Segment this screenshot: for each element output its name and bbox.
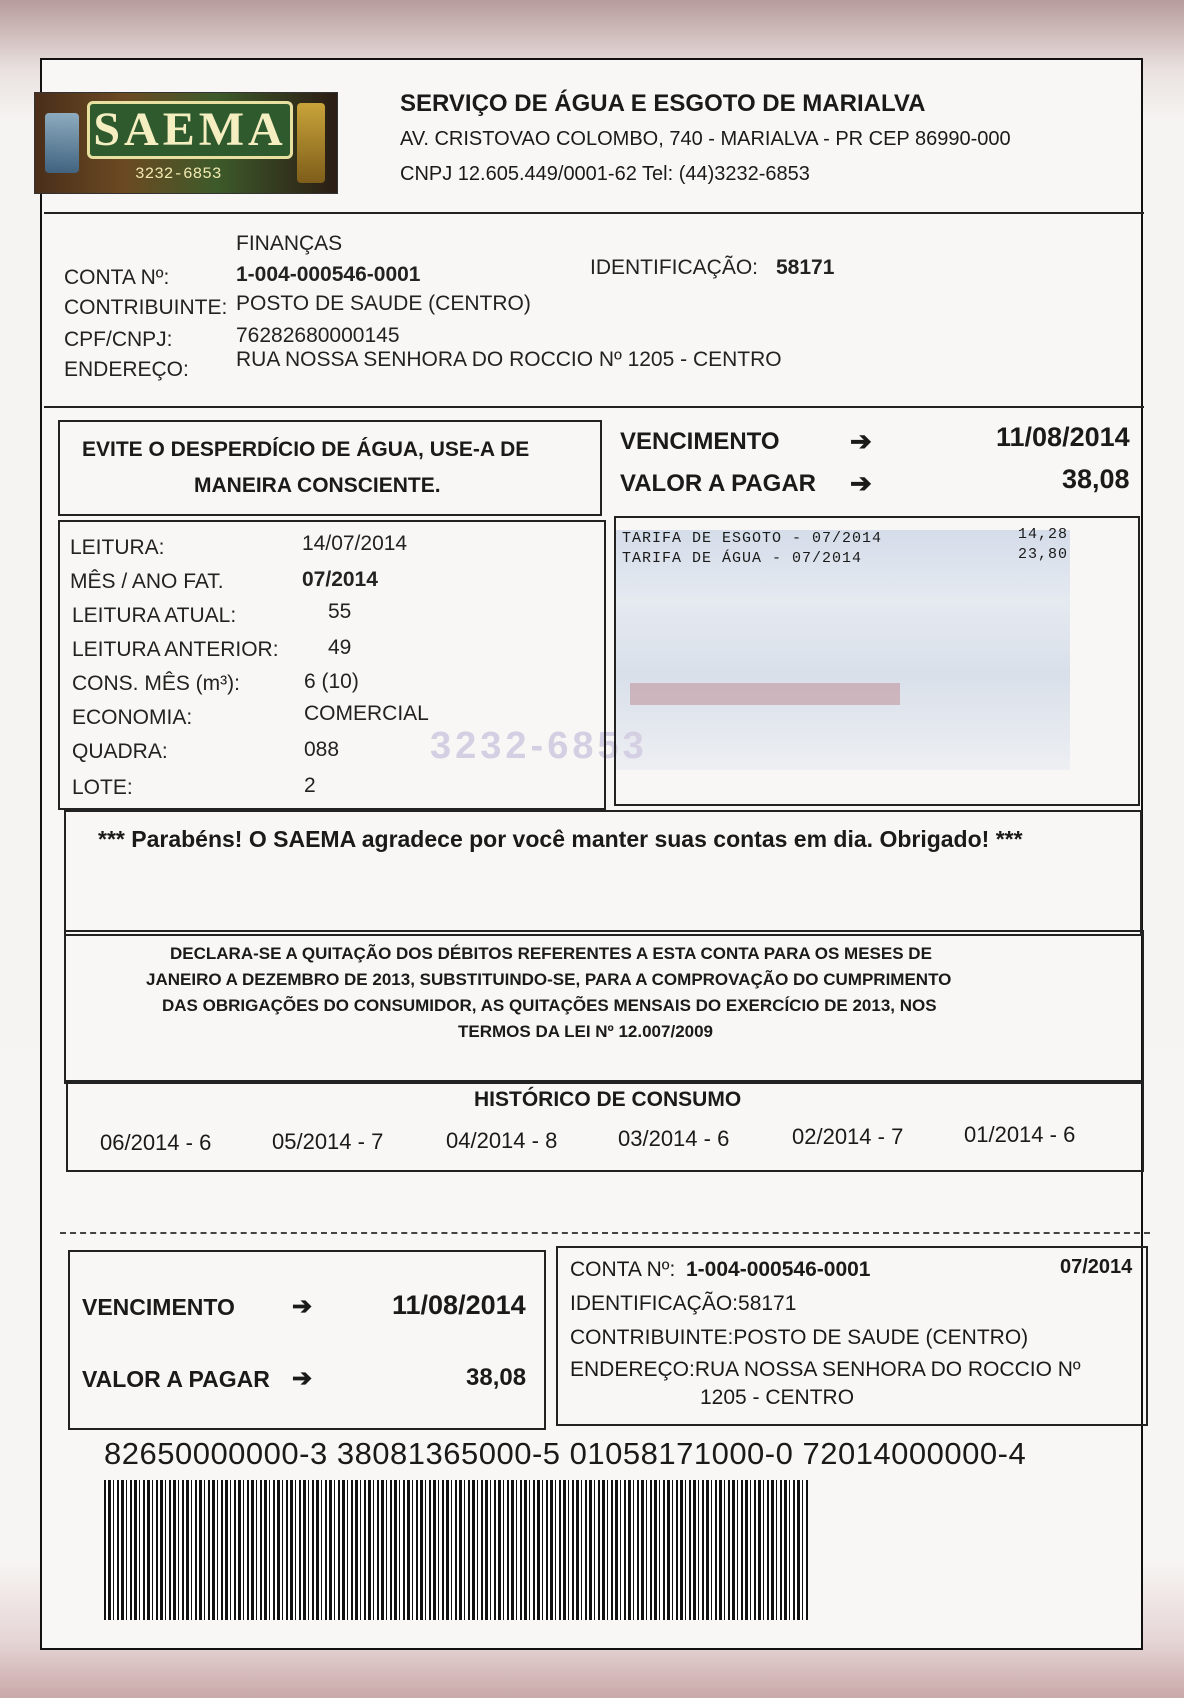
stub-period: 07/2014 <box>1060 1256 1133 1278</box>
faucet-icon <box>297 103 325 183</box>
stub-valor-label: VALOR A PAGAR <box>82 1366 270 1392</box>
contribuinte-label: CONTRIBUINTE: <box>64 296 228 319</box>
cpf-label: CPF/CNPJ: <box>64 328 173 351</box>
cpf-value: 76282680000145 <box>236 324 400 347</box>
reading-label: LEITURA ANTERIOR: <box>72 638 279 661</box>
endereco-value: RUA NOSSA SENHORA DO ROCCIO Nº 1205 - CENTRO <box>236 348 782 371</box>
reading-value: COMERCIAL <box>304 702 429 725</box>
arrow-icon: ➔ <box>850 426 872 456</box>
arrow-icon: ➔ <box>292 1293 313 1320</box>
stub-endereco-line2: 1205 - CENTRO <box>700 1386 855 1409</box>
history-item: 03/2014 - 6 <box>618 1126 730 1151</box>
reading-label: LEITURA ATUAL: <box>72 604 237 627</box>
reading-value: 6 (10) <box>304 670 359 693</box>
barcode-digits: 82650000000-3 38081365000-5 01058171000-0 72014000000-4 <box>104 1436 1027 1471</box>
stub-endereco-line1: ENDEREÇO:RUA NOSSA SENHORA DO ROCCIO Nº <box>570 1358 1081 1381</box>
reading-label: ECONOMIA: <box>72 706 193 729</box>
org-name: SERVIÇO DE ÁGUA E ESGOTO DE MARIALVA <box>400 90 926 117</box>
reading-box <box>58 520 606 810</box>
reading-value: 49 <box>328 636 352 659</box>
reading-value: 55 <box>328 600 352 623</box>
tariff-label: TARIFA DE ÁGUA - 07/2014 <box>622 550 863 567</box>
reading-label: MÊS / ANO FAT. <box>70 570 224 593</box>
org-cnpj-phone: CNPJ 12.605.449/0001-62 Tel: (44)3232-6853 <box>400 163 810 185</box>
vencimento-label: VENCIMENTO <box>620 428 780 455</box>
stub-identificacao: IDENTIFICAÇÃO:58171 <box>570 1292 797 1315</box>
arrow-icon: ➔ <box>850 468 872 498</box>
tariff-label: TARIFA DE ESGOTO - 07/2014 <box>622 530 883 547</box>
valor-label: VALOR A PAGAR <box>620 470 816 497</box>
logo-text: SAEMA <box>87 101 293 159</box>
declaration-line4: TERMOS DA LEI Nº 12.007/2009 <box>458 1022 714 1041</box>
tariff-value: 23,80 <box>1018 546 1069 563</box>
vencimento-value: 11/08/2014 <box>996 422 1130 452</box>
org-address: AV. CRISTOVAO COLOMBO, 740 - MARIALVA - PR CEP 86990-000 <box>400 128 1011 150</box>
declaration-line3: DAS OBRIGAÇÕES DO CONSUMIDOR, AS QUITAÇÕES MENSAIS DO EXERCÍCIO DE 2013, NOS <box>162 996 937 1015</box>
history-title: HISTÓRICO DE CONSUMO <box>474 1088 742 1111</box>
valor-value: 38,08 <box>1062 464 1130 494</box>
watermark-phone: 3232-6853 <box>430 725 648 767</box>
section-label: FINANÇAS <box>236 232 343 255</box>
logo-phone: 3232-6853 <box>135 165 222 183</box>
stub-valor-value: 38,08 <box>466 1364 527 1391</box>
stub-due-box <box>68 1250 546 1430</box>
water-glass-icon <box>45 113 79 173</box>
thank-you-message: *** Parabéns! O SAEMA agradece por você manter suas contas em dia. Obrigado! *** <box>98 826 1023 852</box>
conta-value: 1-004-000546-0001 <box>236 263 421 286</box>
stub-contribuinte: CONTRIBUINTE:POSTO DE SAUDE (CENTRO) <box>570 1326 1029 1349</box>
identificacao-label: IDENTIFICAÇÃO: <box>590 256 759 279</box>
reading-value: 2 <box>304 774 316 797</box>
stub-conta-value: 1-004-000546-0001 <box>686 1258 871 1281</box>
history-item: 04/2014 - 8 <box>446 1128 558 1153</box>
conta-label: CONTA Nº: <box>64 266 170 289</box>
reading-label: QUADRA: <box>72 740 168 763</box>
history-item: 05/2014 - 7 <box>272 1129 384 1154</box>
notice-box <box>58 420 602 516</box>
reading-value: 088 <box>304 738 340 761</box>
stub-vencimento-value: 11/08/2014 <box>392 1290 526 1320</box>
reading-value: 14/07/2014 <box>302 532 408 555</box>
reading-label: CONS. MÊS (m³): <box>72 672 240 695</box>
declaration-line1: DECLARA-SE A QUITAÇÃO DOS DÉBITOS REFERENTES A ESTA CONTA PARA OS MESES DE <box>170 944 932 963</box>
history-item: 02/2014 - 7 <box>792 1124 904 1149</box>
history-item: 01/2014 - 6 <box>964 1122 1076 1147</box>
notice-line2: MANEIRA CONSCIENTE. <box>194 474 441 497</box>
declaration-line2: JANEIRO A DEZEMBRO DE 2013, SUBSTITUINDO-SE, PARA A COMPROVAÇÃO DO CUMPRIMENTO <box>146 970 952 989</box>
notice-line1: EVITE O DESPERDÍCIO DE ÁGUA, USE-A DE <box>82 438 530 461</box>
tariff-value: 14,28 <box>1018 526 1069 543</box>
identificacao-value: 58171 <box>776 256 835 279</box>
reading-label: LOTE: <box>72 776 133 799</box>
contribuinte-value: POSTO DE SAUDE (CENTRO) <box>236 292 531 315</box>
endereco-label: ENDEREÇO: <box>64 358 189 381</box>
reading-value: 07/2014 <box>302 568 378 591</box>
cut-line <box>60 1232 1150 1234</box>
stub-vencimento-label: VENCIMENTO <box>82 1294 235 1320</box>
reading-label: LEITURA: <box>70 536 165 559</box>
barcode <box>104 1480 808 1620</box>
history-item: 06/2014 - 6 <box>100 1130 212 1155</box>
arrow-icon: ➔ <box>292 1365 313 1392</box>
stub-conta-label: CONTA Nº: <box>570 1258 676 1281</box>
saema-logo <box>34 92 338 194</box>
